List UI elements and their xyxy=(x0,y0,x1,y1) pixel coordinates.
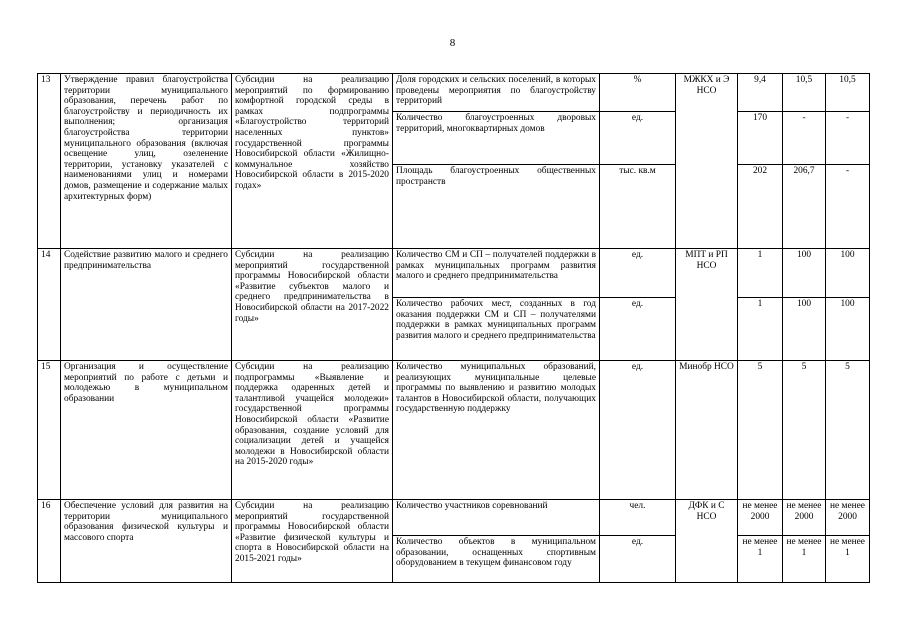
value-cell: - xyxy=(826,165,870,249)
subsidy-cell: Субсидии на реализацию мероприятий по формированию комфортной городской среды в рамках подпрограммы «Благоустройство территорий населенных пунктов» государственной программы Новосибирской области «Жилищно-коммунальное хозяйство Новосибирской области в 2015-2020 годах» xyxy=(232,74,393,249)
value-cell: не менее 2000 xyxy=(783,500,826,536)
indicators-table xyxy=(37,73,870,583)
value-cell: не менее 1 xyxy=(738,536,783,583)
value-cell: 170 xyxy=(738,112,783,165)
row-number: 15 xyxy=(38,361,61,500)
table-row xyxy=(38,249,870,298)
subsidy-cell: Субсидии на реализацию мероприятий государственной программы Новосибирской области «Развитие физической культуры и спорта в Новосибирской области на 2015-2021 годы» xyxy=(232,500,393,583)
unit-cell: % xyxy=(600,74,676,112)
indicator-cell: Количество объектов в муниципальном образовании, оснащенных спортивным оборудованием в текущем финансовом году xyxy=(393,536,600,583)
task-cell: Обеспечение условий для развития на территории муниципального образования физической культуры и массового спорта xyxy=(61,500,232,583)
value-cell: 1 xyxy=(738,298,783,361)
task-cell: Содействие развитию малого и среднего предпринимательства xyxy=(61,249,232,361)
value-cell: не менее 2000 xyxy=(826,500,870,536)
responsible-cell: ДФК и С НСО xyxy=(676,500,738,583)
unit-cell: ед. xyxy=(600,249,676,298)
value-cell: - xyxy=(783,112,826,165)
value-cell: 202 xyxy=(738,165,783,249)
task-cell: Организация и осуществление мероприятий по работе с детьми и молодежью в муниципальном образовании xyxy=(61,361,232,500)
unit-cell: чел. xyxy=(600,500,676,536)
subsidy-cell: Субсидии на реализацию подпрограммы «Выявление и поддержка одаренных детей и талантливой учащейся молодежи» государственной программы Новосибирской области «Развитие образования, создание условий для социализации детей и учащейся молодежи в Новосибирской области на 2015-2020 годы» xyxy=(232,361,393,500)
value-cell: 206,7 xyxy=(783,165,826,249)
responsible-cell: Минобр НСО xyxy=(676,361,738,500)
table-row xyxy=(38,361,870,500)
value-cell: 9,4 xyxy=(738,74,783,112)
table-row xyxy=(38,74,870,112)
value-cell: 5 xyxy=(783,361,826,500)
unit-cell: ед. xyxy=(600,298,676,361)
indicator-cell: Количество муниципальных образований, реализующих муниципальные целевые программы по выявлению и развитию молодых талантов в Новосибирской области, получающих государственную поддержку xyxy=(393,361,600,500)
value-cell: - xyxy=(826,112,870,165)
indicator-cell: Количество благоустроенных дворовых территорий, многоквартирных домов xyxy=(393,112,600,165)
page-number: 8 xyxy=(449,37,456,49)
subsidy-cell: Субсидии на реализацию мероприятий государственной программы Новосибирской области «Развитие субъектов малого и среднего предпринимательства в Новосибирской области на 2017-2022 годы» xyxy=(232,249,393,361)
indicator-cell: Количество СМ и СП – получателей поддержки в рамках муниципальных программ развития малого и среднего предпринимательства xyxy=(393,249,600,298)
value-cell: 100 xyxy=(783,249,826,298)
value-cell: 5 xyxy=(826,361,870,500)
row-number: 14 xyxy=(38,249,61,361)
table-row xyxy=(38,500,870,536)
value-cell: не менее 1 xyxy=(783,536,826,583)
value-cell: не менее 1 xyxy=(826,536,870,583)
value-cell: не менее 2000 xyxy=(738,500,783,536)
value-cell: 10,5 xyxy=(826,74,870,112)
indicator-cell: Количество участников соревнований xyxy=(393,500,600,536)
unit-cell: тыс. кв.м xyxy=(600,165,676,249)
task-cell: Утверждение правил благоустройства территории муниципального образования, перечень работ по благоустройству и периодичность их выполнения; организация благоустройства территории муниципального образования (включая освещение улиц, озеленение территории, установку указателей с наименованиями улиц и номерами домов, размещение и содержание малых архитектурных форм) xyxy=(61,74,232,249)
indicator-cell: Количество рабочих мест, созданных в год оказания поддержки СМ и СП – получателями поддержки в рамках муниципальных программ развития малого и среднего предпринимательства xyxy=(393,298,600,361)
unit-cell: ед. xyxy=(600,536,676,583)
unit-cell: ед. xyxy=(600,361,676,500)
responsible-cell: МПТ и РП НСО xyxy=(676,249,738,361)
responsible-cell: МЖКХ и Э НСО xyxy=(676,74,738,249)
value-cell: 100 xyxy=(826,249,870,298)
indicator-cell: Площадь благоустроенных общественных пространств xyxy=(393,165,600,249)
value-cell: 100 xyxy=(826,298,870,361)
value-cell: 10,5 xyxy=(783,74,826,112)
value-cell: 1 xyxy=(738,249,783,298)
value-cell: 5 xyxy=(738,361,783,500)
row-number: 13 xyxy=(38,74,61,249)
indicator-cell: Доля городских и сельских поселений, в которых проведены мероприятия по благоустройству территорий xyxy=(393,74,600,112)
value-cell: 100 xyxy=(783,298,826,361)
unit-cell: ед. xyxy=(600,112,676,165)
row-number: 16 xyxy=(38,500,61,583)
